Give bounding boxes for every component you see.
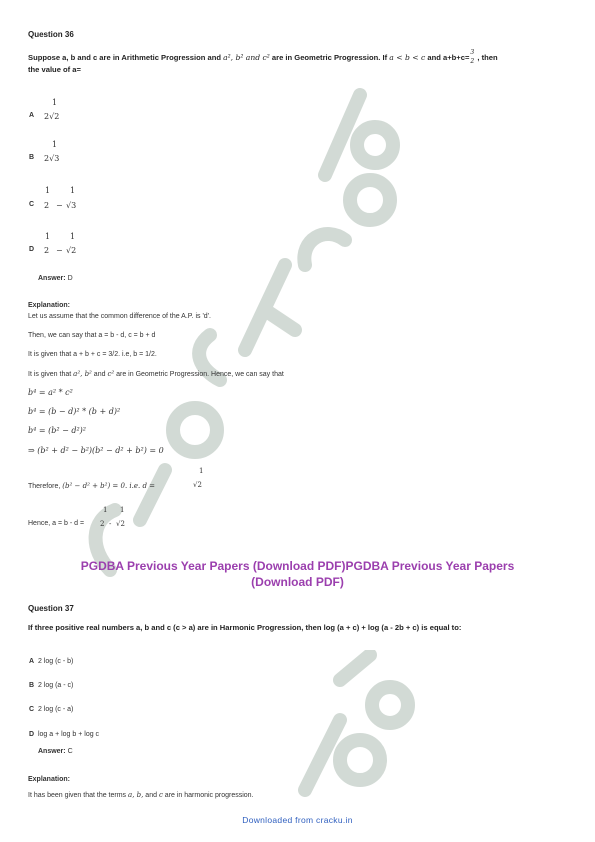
q36-gp-math2: c²: [107, 370, 115, 378]
q36-answer-label: Answer:: [38, 275, 66, 282]
question-37-text: If three positive real numbers a, b and c (c > a) are in Harmonic Progression, then log (a + c) + log (a - 2b + c) is equal to:: [28, 623, 462, 632]
q37-answer-label: Answer:: [38, 748, 66, 755]
q36-frac-num: 3: [470, 49, 475, 56]
q36-text-end: , then: [477, 53, 498, 62]
option-c-letter: C: [29, 201, 35, 208]
q36-exp-line-2: Then, we can say that a = b - d, c = b + d: [28, 332, 156, 339]
q37-explanation-label: Explanation:: [28, 776, 71, 783]
q37-option-a-text: 2 log (c - b): [37, 658, 74, 665]
question-36-text: [28, 49, 568, 76]
q36-text-math1: a², b² and c²: [223, 53, 270, 62]
q36-gp-post: are in Geometric Progression. Hence, we can say that: [114, 371, 284, 378]
q37-option-c: [29, 706, 73, 713]
option-a-letter: A: [29, 112, 35, 119]
option-b-den: 2√3: [44, 154, 60, 163]
q37-option-a-letter: A: [29, 658, 35, 665]
q37-answer: [38, 748, 73, 755]
option-b-num: 1: [52, 140, 58, 149]
promo-link[interactable]: [20, 558, 575, 590]
q36-hence-den-b: √2: [116, 520, 125, 528]
q37-option-d-letter: D: [29, 731, 35, 738]
q36-exp-line-1: Let us assume that the common difference of the A.P. is 'd'.: [28, 313, 211, 320]
q36-therefore: [28, 482, 155, 490]
q37-option-d: [29, 731, 99, 738]
option-b-letter: B: [29, 154, 35, 161]
footer-download-link[interactable]: Downloaded from cracku.in: [242, 815, 353, 825]
option-d-den-a: 2: [44, 246, 50, 255]
q36-gp-pre: It is given that: [28, 371, 74, 378]
q36-explanation-label: Explanation:: [28, 302, 71, 309]
q37-exp-post: are in harmonic progression.: [162, 792, 254, 799]
option-c-op: −: [56, 201, 63, 210]
q37-option-b: [29, 682, 73, 689]
promo-line-1[interactable]: PGDBA Previous Year Papers (Download PDF)PGDBA Previous Year Papers: [80, 559, 515, 573]
q37-exp-math2: c: [158, 791, 163, 799]
q36-answer: [38, 275, 73, 282]
question-37-heading: Question 37: [28, 604, 74, 613]
cracku-watermark-bottom: [280, 650, 420, 800]
q36-gp-math: a², b²: [73, 370, 92, 378]
option-d-den-b: √2: [66, 246, 77, 255]
q37-option-c-letter: C: [29, 706, 35, 713]
q36-eq-1: b⁴ = a² * c²: [28, 388, 73, 397]
q36-therefore-frac-num: 1: [199, 467, 204, 475]
q36-hence-b: 1: [120, 506, 125, 514]
option-c-den-b: √3: [66, 201, 77, 210]
q37-option-c-text: 2 log (c - a): [37, 706, 74, 713]
q37-exp-pre: It has been given that the terms: [28, 792, 129, 799]
q36-exp-line-3: It is given that a + b + c = 3/2. i.e, b = 1/2.: [28, 351, 157, 358]
q36-eq-2: b⁴ = (b − d)² * (b + d)²: [28, 407, 121, 416]
q37-answer-value: C: [67, 748, 73, 755]
q36-therefore-frac-den: √2: [193, 481, 202, 489]
q36-therefore-math: (b² − d² + b²) = 0. i.e. d =: [62, 482, 156, 490]
q36-eq-4: ⇒ (b² + d² − b²)(b² − d² + b²) = 0: [28, 446, 164, 455]
question-36-heading: Question 36: [28, 30, 74, 39]
option-a-num: 1: [52, 98, 58, 107]
q37-exp-mid: and: [143, 792, 159, 799]
option-c-num-a: 1: [45, 186, 51, 195]
option-d-num-b: 1: [70, 232, 76, 241]
q36-text-math2: a < b < c: [389, 53, 426, 62]
q37-option-a: [29, 658, 73, 665]
option-c-den-a: 2: [44, 201, 50, 210]
q37-exp-line: [28, 791, 254, 799]
q37-exp-math: a, b,: [128, 791, 144, 799]
q36-hence-pre: Hence, a = b - d =: [28, 520, 85, 527]
q36-hence-a: 1: [103, 506, 108, 514]
q36-eq-3: b⁴ = (b² − d²)²: [28, 426, 87, 435]
q36-text-post: and a+b+c=: [425, 53, 470, 62]
q36-therefore-pre: Therefore,: [28, 483, 63, 490]
option-d-letter: D: [29, 246, 35, 253]
q37-option-b-letter: B: [29, 682, 35, 689]
q37-option-d-text: log a + log b + log c: [37, 731, 100, 738]
q36-frac-den: 2: [470, 58, 475, 65]
promo-line-2[interactable]: (Download PDF): [251, 575, 344, 589]
q37-option-b-text: 2 log (a - c): [37, 682, 74, 689]
q36-hence-op: -: [109, 520, 112, 528]
q36-gp-line: [28, 370, 284, 378]
q36-text-mid: are in Geometric Progression. If: [269, 53, 390, 62]
option-d-num-a: 1: [45, 232, 51, 241]
option-a-den: 2√2: [44, 112, 60, 121]
option-d-op: −: [56, 246, 63, 255]
q36-line2: the value of a=: [28, 65, 81, 74]
q36-hence-den-a: 2: [100, 520, 105, 528]
q36-text-pre: Suppose a, b and c are in Arithmetic Progression and: [28, 53, 224, 62]
option-c-num-b: 1: [70, 186, 76, 195]
q36-gp-mid: and: [91, 371, 108, 378]
q36-answer-value: D: [67, 275, 73, 282]
